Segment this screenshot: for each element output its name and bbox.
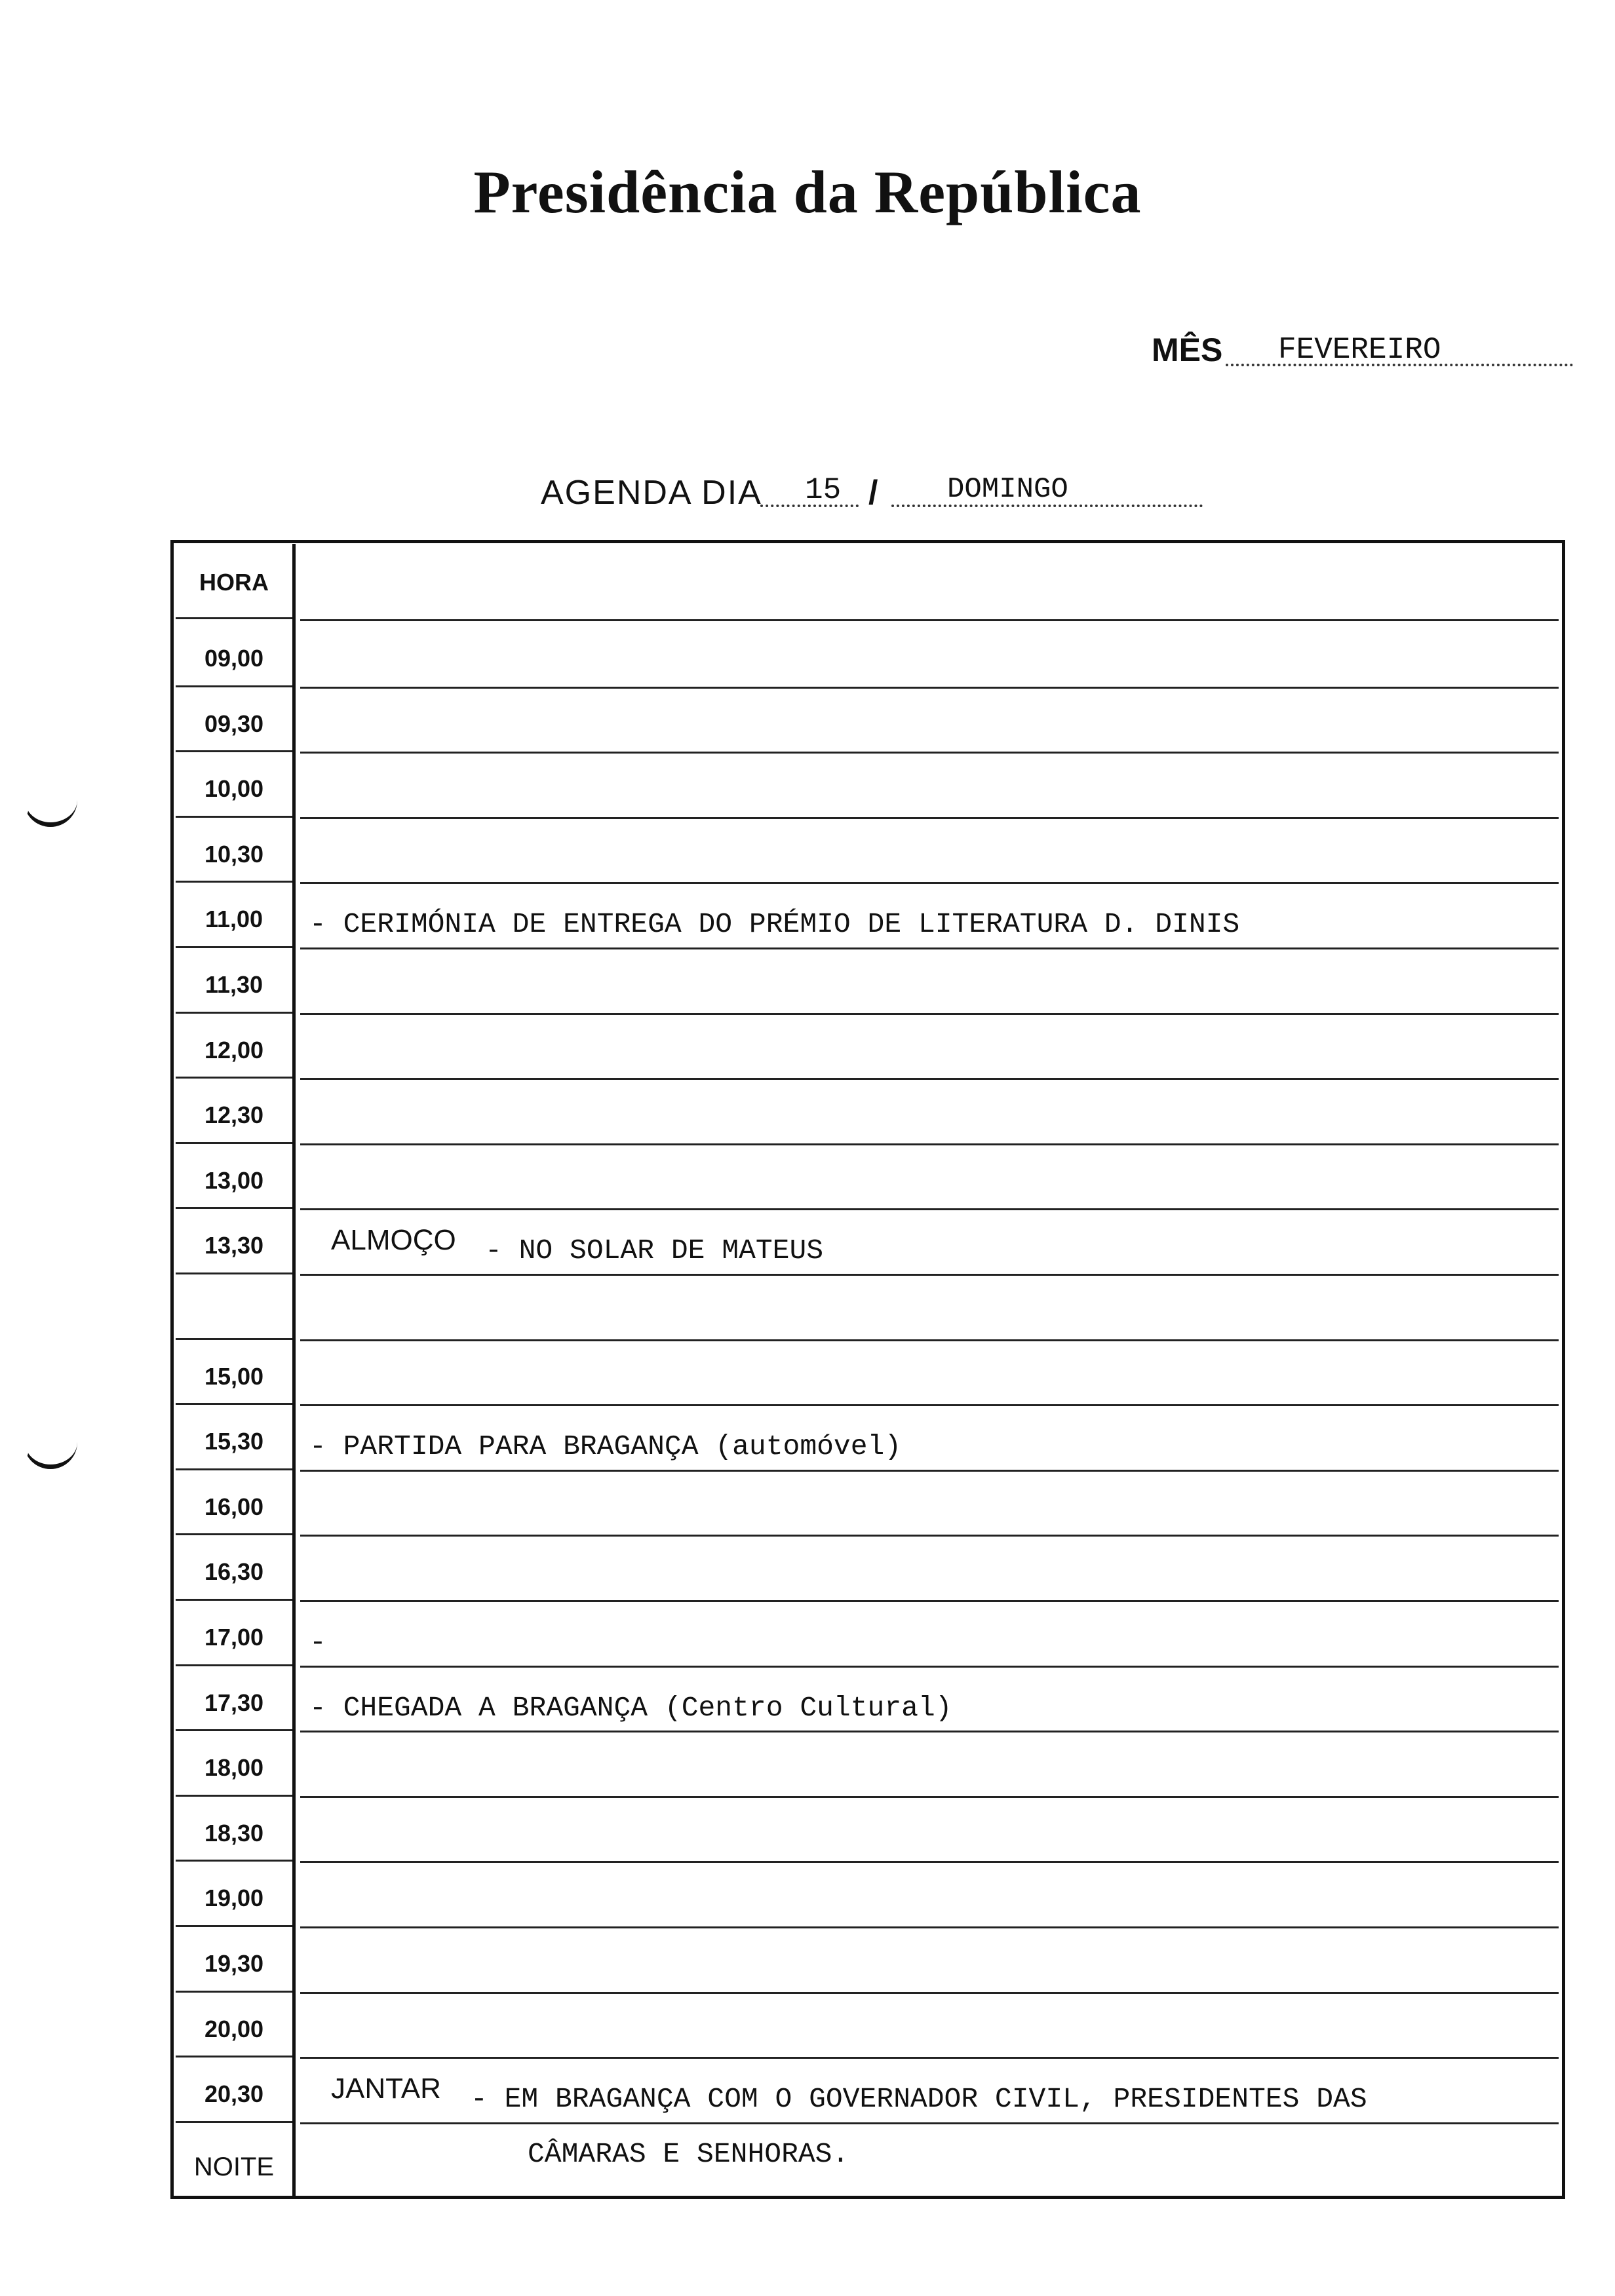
row-rule bbox=[176, 1272, 292, 1274]
row-rule bbox=[300, 1208, 1559, 1210]
row-rule bbox=[300, 1600, 1559, 1602]
hour-cell: 17,00 bbox=[204, 1624, 264, 1651]
row-rule bbox=[300, 817, 1559, 819]
hour-cell: 16,30 bbox=[204, 1558, 264, 1586]
hour-cell: 13,00 bbox=[204, 1166, 264, 1194]
hour-cell: 15,30 bbox=[204, 1428, 264, 1455]
row-rule bbox=[300, 619, 1559, 621]
hour-cell: 15,00 bbox=[204, 1362, 264, 1390]
row-rule bbox=[176, 946, 292, 948]
row-rule bbox=[300, 1274, 1559, 1276]
row-rule bbox=[300, 1992, 1559, 1994]
entry-text: - PARTIDA PARA BRAGANÇA (automóvel) bbox=[309, 1430, 902, 1463]
entry-label: ALMOÇO bbox=[331, 1224, 456, 1257]
hour-cell: 09,30 bbox=[204, 710, 264, 737]
row-rule bbox=[176, 2121, 292, 2123]
binder-hole-mark bbox=[24, 796, 77, 827]
hour-header: HORA bbox=[199, 569, 269, 596]
hour-cell: 17,30 bbox=[204, 1689, 264, 1716]
row-rule bbox=[176, 1142, 292, 1144]
hour-column-divider bbox=[292, 544, 296, 2196]
hour-cell: 19,30 bbox=[204, 1950, 264, 1977]
row-rule bbox=[176, 816, 292, 818]
date-slash: / bbox=[868, 474, 878, 512]
hour-cell: 13,30 bbox=[204, 1232, 264, 1259]
entry-text: - EM BRAGANÇA COM O GOVERNADOR CIVIL, PRESIDENTES DAS bbox=[471, 2083, 1367, 2116]
row-rule bbox=[300, 1535, 1559, 1537]
row-rule bbox=[300, 1339, 1559, 1341]
row-rule bbox=[176, 685, 292, 687]
row-rule bbox=[176, 617, 292, 619]
hour-cell: 11,00 bbox=[204, 906, 263, 933]
row-rule bbox=[300, 1731, 1559, 1732]
row-rule bbox=[176, 1077, 292, 1079]
row-rule bbox=[300, 2057, 1559, 2059]
row-rule bbox=[300, 1404, 1559, 1406]
entry-text: - CHEGADA A BRAGANÇA (Centro Cultural) bbox=[309, 1691, 952, 1724]
row-rule bbox=[300, 882, 1559, 884]
entry-text: - CERIMÓNIA DE ENTREGA DO PRÉMIO DE LITERATURA D. DINIS bbox=[309, 908, 1240, 941]
row-rule bbox=[300, 1470, 1559, 1472]
month-value: FEVEREIRO bbox=[1278, 333, 1441, 367]
agenda-label: AGENDA DIA bbox=[541, 474, 762, 512]
agenda-table bbox=[170, 540, 1565, 2199]
row-rule bbox=[176, 1207, 292, 1209]
entry-text: - bbox=[309, 1626, 326, 1658]
entry-text: CÂMARAS E SENHORAS. bbox=[528, 2137, 849, 2170]
hour-cell: 18,30 bbox=[204, 1819, 264, 1846]
row-rule bbox=[300, 2122, 1559, 2124]
row-rule bbox=[176, 1468, 292, 1470]
binder-hole-mark bbox=[24, 1438, 77, 1469]
row-rule bbox=[300, 1078, 1559, 1080]
row-rule bbox=[300, 752, 1559, 754]
hour-cell: 20,00 bbox=[204, 2015, 264, 2042]
row-rule bbox=[176, 750, 292, 752]
row-rule bbox=[176, 1338, 292, 1340]
row-rule bbox=[176, 1664, 292, 1666]
row-rule bbox=[176, 1729, 292, 1731]
hour-cell: 19,00 bbox=[204, 1885, 264, 1912]
row-rule bbox=[176, 1403, 292, 1405]
hour-cell: 16,00 bbox=[204, 1493, 264, 1520]
row-rule bbox=[176, 1860, 292, 1862]
row-rule bbox=[176, 1599, 292, 1601]
hour-cell: 10,30 bbox=[204, 840, 264, 868]
row-rule bbox=[300, 947, 1559, 949]
hour-cell: 10,00 bbox=[204, 775, 264, 803]
weekday-value: DOMINGO bbox=[947, 473, 1068, 506]
hour-cell: 12,30 bbox=[204, 1101, 264, 1129]
hour-cell: 09,00 bbox=[204, 645, 264, 672]
row-rule bbox=[176, 1012, 292, 1014]
hour-cell: 12,00 bbox=[204, 1036, 264, 1063]
hour-cell: 18,00 bbox=[204, 1754, 264, 1782]
row-rule bbox=[300, 687, 1559, 689]
row-rule bbox=[300, 1926, 1559, 1928]
row-rule bbox=[176, 2056, 292, 2057]
row-rule bbox=[176, 1991, 292, 1993]
page-title: Presidência da República bbox=[473, 159, 1142, 225]
row-rule bbox=[176, 881, 292, 883]
row-rule bbox=[176, 1533, 292, 1535]
row-rule bbox=[300, 1143, 1559, 1145]
day-value: 15 bbox=[805, 473, 842, 507]
row-rule bbox=[300, 1666, 1559, 1668]
row-rule bbox=[300, 1861, 1559, 1863]
hour-cell: NOITE bbox=[193, 2152, 275, 2181]
hour-cell: 20,30 bbox=[204, 2080, 264, 2108]
entry-label: JANTAR bbox=[331, 2073, 441, 2105]
row-rule bbox=[300, 1013, 1559, 1015]
row-rule bbox=[176, 1925, 292, 1927]
entry-text: - NO SOLAR DE MATEUS bbox=[485, 1234, 824, 1267]
month-label: MÊS bbox=[1152, 332, 1223, 368]
row-rule bbox=[300, 1796, 1559, 1798]
hour-cell: 11,30 bbox=[204, 971, 263, 998]
row-rule bbox=[176, 1795, 292, 1797]
